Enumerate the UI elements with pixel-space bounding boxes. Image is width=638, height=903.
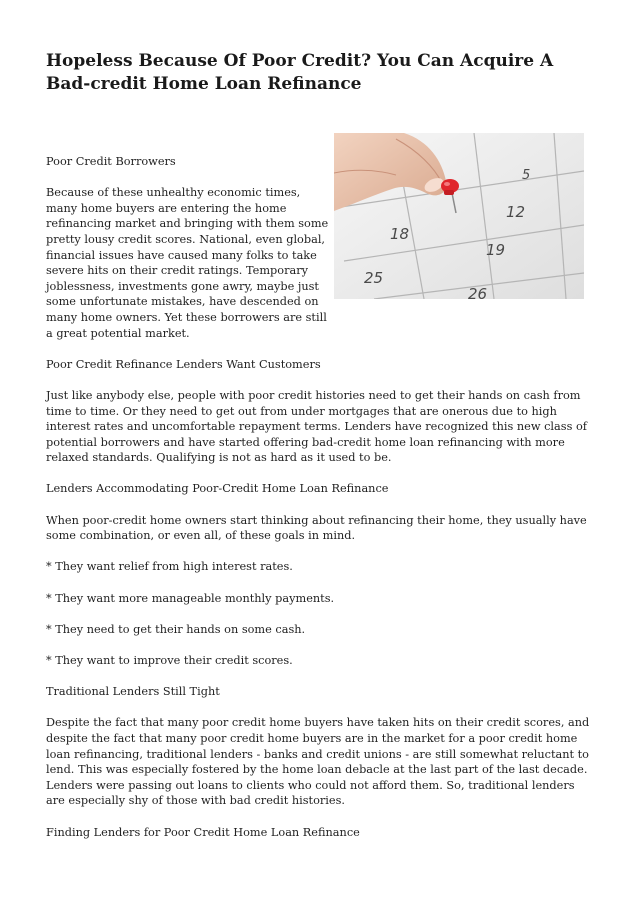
paragraph-refinancing-goals: When poor-credit home owners start thinking about refinancing their home, they usually have some combination, or even all, of these goals in mind. [46,513,587,543]
calendar-number-12: 12 [506,203,526,221]
section-heading-lenders-accommodating: Lenders Accommodating Poor-Credit Home Loan Refinance [46,482,389,496]
list-item-monthly-payments: * They want more manageable monthly payments. [46,591,335,605]
calendar-number-25: 25 [364,269,384,287]
section-heading-poor-credit-borrowers: Poor Credit Borrowers [46,155,176,168]
article-body [46,154,592,856]
section-heading-finding-lenders: Finding Lenders for Poor Credit Home Loan Refinance [46,825,360,839]
section-heading-lenders-want-customers: Poor Credit Refinance Lenders Want Customers [46,357,321,371]
image-wrap-space [334,154,592,322]
paragraph-traditional-lenders: Despite the fact that many poor credit home buyers have taken hits on their credit scores, and despite the fact that many poor credit home buyers are in the market for a poor credit home loan refinancing, traditional lenders - banks and credit unions - are still somewhat reluctant to lend. This was especially fostered by the home loan debacle at the last part of the last decade. Lenders were passing out loans to clients who could not afford them. So, traditional lenders are especially shy of those with bad credit histories. [46,716,590,808]
calendar-number-26: 26 [468,285,488,299]
calendar-number-19: 19 [486,241,506,259]
paragraph-cash-needs: Just like anybody else, people with poor credit histories need to get their hands on cash from time to time. Or they need to get out from under mortgages that are onerous due to high interest rates and uncomfortable repayment terms. Lenders have recognized this new class of potential borrowers and have started offering bad-credit home loan refinancing with more relaxed standards. Qualifying is not as hard as it used to be. [46,388,587,465]
calendar-number-5: 5 [522,168,531,183]
list-item-get-cash: * They need to get their hands on some cash. [46,622,306,636]
section-heading-traditional-lenders: Traditional Lenders Still Tight [46,685,220,699]
document-title: Hopeless Because Of Poor Credit? You Can Acquire A Bad-credit Home Loan Refinance [46,51,554,94]
paragraph-economic-times: Because of these unhealthy economic times, many home buyers are entering the home refinancing market and bringing with them some pretty lousy credit scores. National, even global, financial issues have caused many folks to take severe hits on their credit ratings. Temporary joblessness, investments gone awry, maybe just some unfortunate mistakes, have descended on many home owners. Yet these borrowers are still a great potential market. [46,186,329,340]
list-item-interest-relief: * They want relief from high interest rates. [46,560,293,574]
calendar-number-18: 18 [390,225,410,243]
list-item-improve-scores: * They want to improve their credit scores. [46,654,293,667]
